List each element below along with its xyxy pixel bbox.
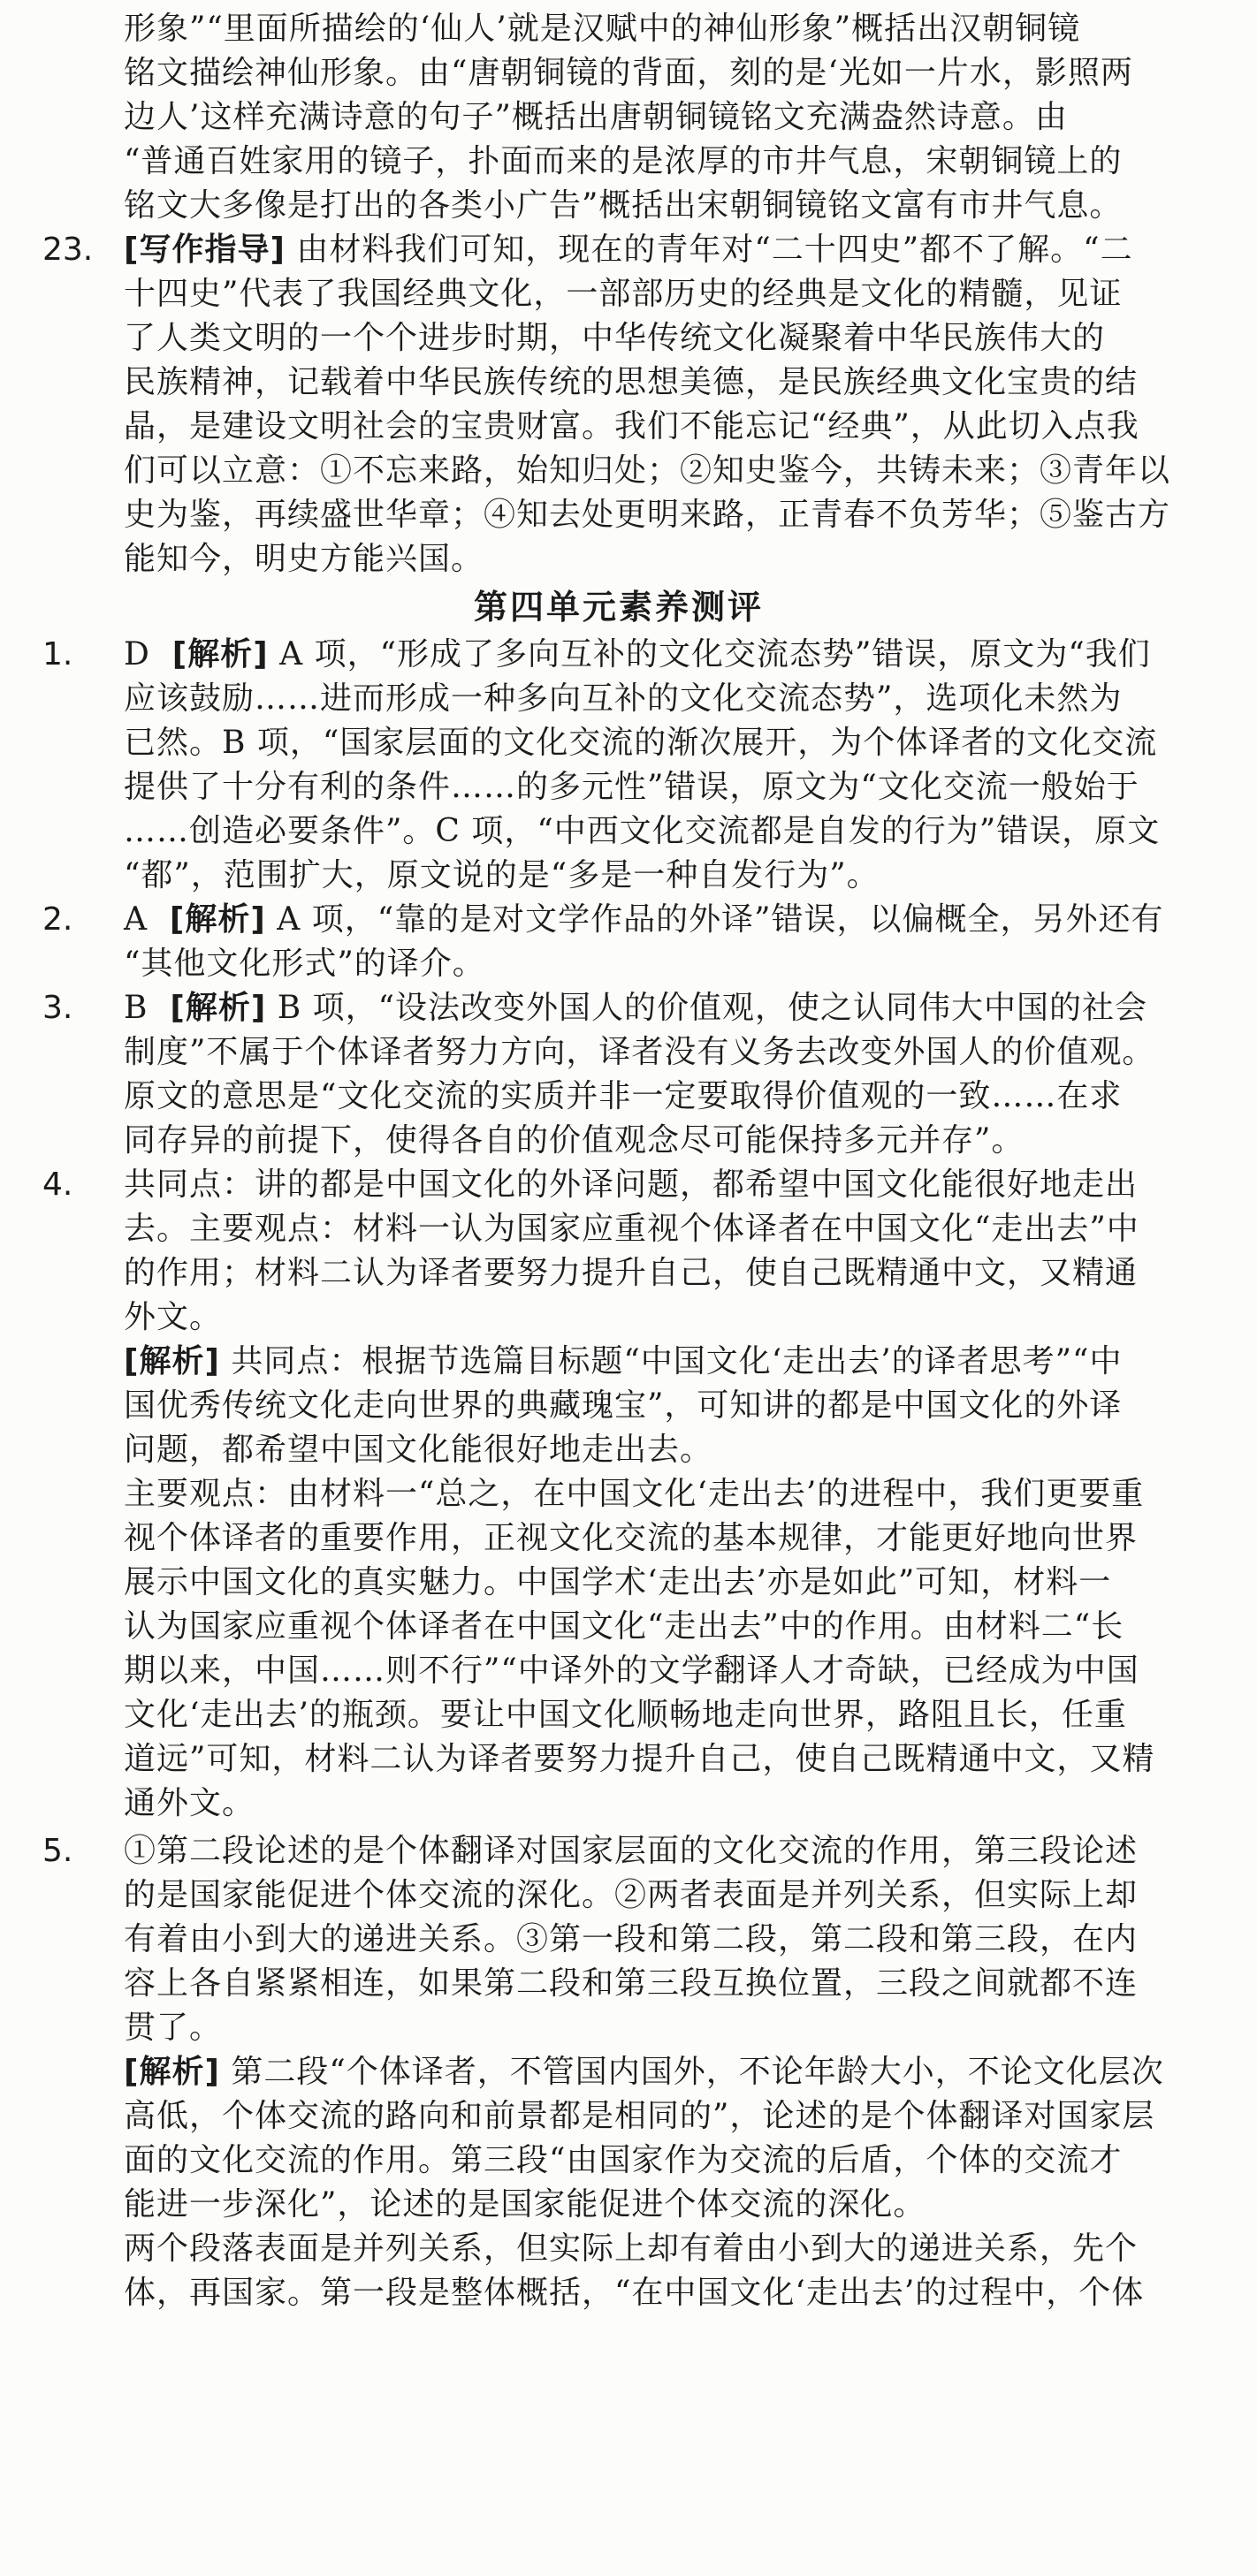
- text-line: 面的文化交流的作用。第三段“由国家作为交流的后盾，个体的交流才: [124, 2142, 1123, 2178]
- text-span: B 项，“设法改变外国人的价值观，使之认同伟大中国的社会: [266, 990, 1148, 1026]
- text-line: “普通百姓家用的镜子，扑面而来的是浓厚的市井气息，宋朝铜镜上的: [124, 143, 1123, 179]
- answer-letter: D: [124, 636, 150, 672]
- answer-q3: [42, 986, 1195, 1163]
- text-line: 国优秀传统文化走向世界的典藏瑰宝”，可知讲的都是中国文化的外译: [124, 1387, 1123, 1424]
- text-line: 去。主要观点：材料一认为国家应重视个体译者在中国文化“走出去”中: [124, 1211, 1139, 1247]
- answer-q2: [42, 898, 1195, 986]
- text-line: 体，再国家。第一段是整体概括，“在中国文化‘走出去’的过程中，个体: [124, 2275, 1145, 2311]
- question-number: 2.: [42, 901, 73, 938]
- text-line: 高低，个体交流的路向和前景都是相同的”，论述的是个体翻译对国家层: [124, 2098, 1155, 2134]
- answer-q4: [42, 1163, 1195, 1826]
- text-line: 史为鉴，再续盛世华章；④知去处更明来路，正青春不负芳华；⑤鉴古方: [124, 497, 1171, 533]
- text-line: 期以来，中国……则不行”“中译外的文学翻译人才奇缺，已经成为中国: [124, 1653, 1139, 1689]
- text-line: 外文。: [124, 1299, 223, 1335]
- text-line: 文化‘走出去’的瓶颈。要让中国文化顺畅地走向世界，路阻且长，任重: [124, 1697, 1127, 1733]
- question-number: 4.: [42, 1166, 73, 1203]
- text-line: “其他文化形式”的译介。: [124, 946, 485, 982]
- text-span: A 项，“形成了多向互补的文化交流态势”错误，原文为“我们: [268, 636, 1151, 672]
- text-line: 的作用；材料二认为译者要努力提升自己，使自己既精通中文，又精通: [124, 1255, 1139, 1291]
- text-line: 晶，是建设文明社会的宝贵财富。我们不能忘记“经典”，从此切入点我: [124, 408, 1139, 445]
- text-line: 贯了。: [124, 2010, 223, 2046]
- text-span: A 项，“靠的是对文学作品的外译”错误，以偏概全，另外还有: [265, 901, 1164, 938]
- question-number: 5.: [42, 1833, 73, 1869]
- analysis-tag: [解析]: [170, 990, 267, 1026]
- text-line: “都”，范围扩大，原文说的是“多是一种自发行为”。: [124, 857, 880, 893]
- text-line: 能知今，明史方能兴国。: [124, 541, 484, 577]
- text-line: 道远”可知，材料二认为译者要努力提升自己，使自己既精通中文，又精: [124, 1741, 1155, 1777]
- text-line: 能进一步深化”，论述的是国家能促进个体交流的深化。: [124, 2186, 926, 2223]
- text-line: [42, 2050, 1195, 2094]
- text-line: 原文的意思是“文化交流的实质并非一定要取得价值观的一致……在求: [124, 1078, 1123, 1114]
- text-line: 通外文。: [124, 1785, 255, 1821]
- writing-guide-tag: [写作指导]: [124, 232, 286, 268]
- text-line: [42, 633, 1195, 677]
- text-line: 边人’这样充满诗意的句子”概括出唐朝铜镜铭文充满盎然诗意。由: [124, 99, 1068, 135]
- text-line: 十四史”代表了我国经典文化，一部部历史的经典是文化的精髓，见证: [124, 276, 1123, 312]
- text-line: 已然。B 项，“国家层面的文化交流的渐次展开，为个体译者的文化交流: [124, 725, 1158, 761]
- analysis-tag: [解析]: [124, 1343, 220, 1379]
- text-line: 展示中国文化的真实魅力。中国学术‘走出去’亦是如此”可知，材料一: [124, 1564, 1112, 1600]
- text-line: 制度”不属于个体译者努力方向，译者没有义务去改变外国人的价值观。: [124, 1034, 1155, 1070]
- text-line: 认为国家应重视个体译者在中国文化“走出去”中的作用。由材料二“长: [124, 1608, 1124, 1645]
- text-line: ……创造必要条件”。C 项，“中西文化交流都是自发的行为”错误，原文: [124, 813, 1161, 849]
- text-line: 铭文大多像是打出的各类小广告”概括出宋朝铜镜铭文富有市井气息。: [124, 187, 1123, 224]
- answer-letter: A: [124, 901, 148, 938]
- text-span: 由材料我们可知，现在的青年对“二十四史”都不了解。“二: [285, 232, 1133, 268]
- text-span: 共同点：根据节选篇目标题“中国文化‘走出去’的译者思考”“中: [219, 1343, 1123, 1379]
- question-number: 3.: [42, 990, 73, 1026]
- text-line: [42, 898, 1195, 942]
- text-line: 铭文描绘神仙形象。由“唐朝铜镜的背面，刻的是‘光如一片水，影照两: [124, 55, 1133, 91]
- text-line: 两个段落表面是并列关系，但实际上却有着由小到大的递进关系，先个: [124, 2230, 1139, 2267]
- text-line: [42, 986, 1195, 1030]
- text-line: 问题，都希望中国文化能很好地走出去。: [124, 1432, 713, 1468]
- answer-q23: [42, 228, 1195, 581]
- section-title: 第四单元素养测评: [473, 588, 764, 627]
- text-line: [42, 228, 1195, 272]
- text-line: 应该鼓励……进而形成一种多向互补的文化交流态势”，选项化未然为: [124, 680, 1123, 717]
- question-number: 1.: [42, 636, 73, 672]
- text-line: ①第二段论述的是个体翻译对国家层面的文化交流的作用，第三段论述: [124, 1833, 1139, 1869]
- text-line: 提供了十分有利的条件……的多元性”错误，原文为“文化交流一般始于: [124, 769, 1139, 805]
- answer-letter: B: [124, 990, 149, 1026]
- text-line: 们可以立意：①不忘来路，始知归处；②知史鉴今，共铸未来；③青年以: [124, 452, 1171, 489]
- analysis-tag: [解析]: [124, 2054, 220, 2090]
- analysis-tag: [解析]: [169, 901, 266, 938]
- text-line: 了人类文明的一个个进步时期，中华传统文化凝聚着中华民族伟大的: [124, 320, 1106, 356]
- text-line: 有着由小到大的递进关系。③第一段和第二段，第二段和第三段，在内: [124, 1921, 1139, 1957]
- text-line: 形象”“里面所描绘的‘仙人’就是汉赋中的神仙形象”概括出汉朝铜镜: [124, 11, 1081, 47]
- text-line: 视个体译者的重要作用，正视文化交流的基本规律，才能更好地向世界: [124, 1520, 1139, 1556]
- text-line: 同存异的前提下，使得各自的价值观念尽可能保持多元并存”。: [124, 1122, 1025, 1159]
- analysis-tag: [解析]: [171, 636, 269, 672]
- text-line: 容上各自紧紧相连，如果第二段和第三段互换位置，三段之间就都不连: [124, 1965, 1139, 2002]
- answer-q1: [42, 633, 1195, 898]
- text-line: 主要观点：由材料一“总之，在中国文化‘走出去’的进程中，我们更要重: [124, 1476, 1145, 1512]
- text-line: 共同点：讲的都是中国文化的外译问题，都希望中国文化能很好地走出: [124, 1166, 1139, 1203]
- text-line: 的是国家能促进个体交流的深化。②两者表面是并列关系，但实际上却: [124, 1877, 1139, 1913]
- prev-answer-continuation: [42, 0, 1195, 228]
- question-number: 23.: [42, 232, 94, 268]
- text-line: 民族精神，记载着中华民族传统的思想美德，是民族经典文化宝贵的结: [124, 364, 1139, 400]
- text-span: 第二段“个体译者，不管国内国外，不论年龄大小，不论文化层次: [219, 2054, 1164, 2090]
- text-line: [42, 1340, 1195, 1384]
- answer-q5: [42, 1829, 1195, 2315]
